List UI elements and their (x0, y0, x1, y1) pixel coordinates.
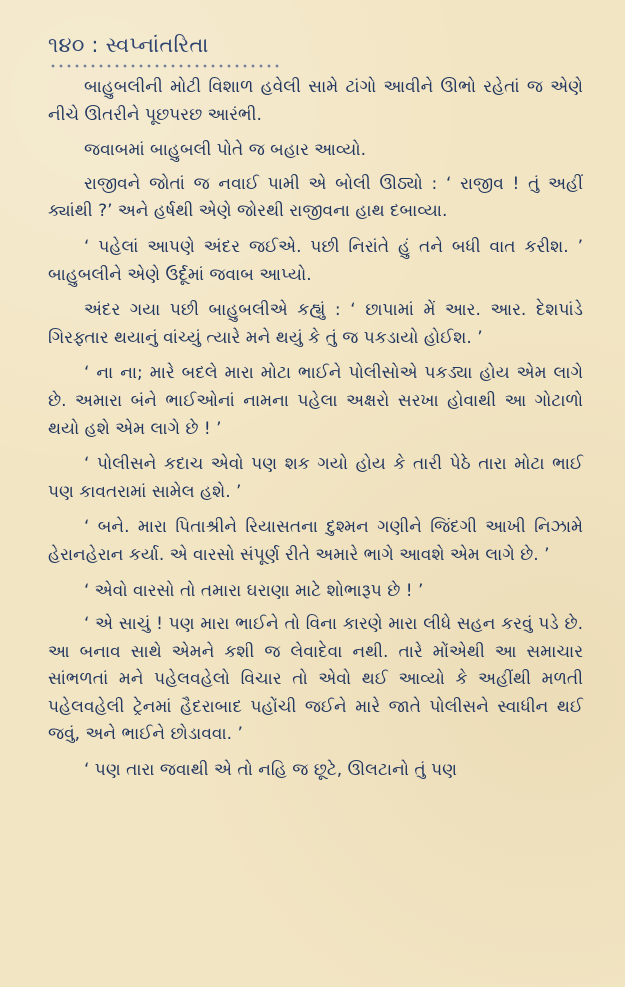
paragraph-8: ‘ બને. મારા પિતાશ્રીને રિયાસતના દુશ્મન ગણીને જિંદગી આખી નિઝામે હેરાનહેરાન કર્યા. એ વારસો સંપૂર્ણ રીતે અમારે ભાગે આવશે એમ લાગે છે. ’ (48, 517, 583, 565)
paragraph-7: ‘ પોલીસને કદાચ એવો પણ શક ગયો હોય કે તારી પેઠે તારા મોટા ભાઈ પણ કાવતરામાં સામેલ હશે. ’ (48, 454, 583, 502)
page-body (48, 74, 583, 785)
paragraph-9: ‘ એવો વારસો તો તમારા ઘરાણા માટે શોભારૂપ છે ! ’ (84, 580, 424, 601)
paragraph-2: જવાબમાં બાહુબલી પોતે જ બહાર આવ્યો. (84, 140, 366, 161)
page-header (48, 31, 308, 71)
paragraph-11: ‘ પણ તારા જવાથી એ તો નહિ જ છૂટે, ઊલટાનો તું પણ (84, 760, 457, 781)
decorative-wavy-rule (50, 63, 280, 68)
paragraph-4: ‘ પહેલાં આપણે અંદર જઈએ. પછી નિરાંતે હું તને બધી વાત કરીશ. ’ બાહુબલીને એણે ઉર્દૂમાં જવાબ આપ્યો. (48, 236, 583, 285)
paragraph-5: અંદર ગયા પછી બાહુબલીએ કહ્યું : ‘ છાપામાં મેં આર. આર. દેશપાંડે ગિરફ્તાર થયાનું વાંચ્યું ત્યારે મને થયું કે તું જ પકડાયો હોઈશ. ’ (48, 300, 583, 348)
paragraph-3: રાજીવને જોતાં જ નવાઈ પામી એ બોલી ઊઠ્યો : ‘ રાજીવ ! તું અહીં ક્યાંથી ?’ અને હર્ષથી એણે જોરથી રાજીવના હાથ દબાવ્યા. (48, 173, 583, 222)
paragraph-6: ‘ ના ના; મારે બદલે મારા મોટા ભાઈને પોલીસોએ પકડ્યા હોય એમ લાગે છે. અમારા બંને ભાઈઓનાં નામના પહેલા અક્ષરો સરખા હોવાથી આ ગોટાળો થયો હશે એમ લાગે છે ! ’ (48, 363, 583, 439)
paragraph-10: ‘ એ સાચું ! પણ મારા ભાઈને તો વિના કારણે મારા લીધે સહન કરવું પડે છે. આ બનાવ સાથે એમને કશી જ લેવાદેવા નથી. તારે મોંએથી આ સમાચાર સાંભળતાં મને પહેલવહેલો વિચાર તો એવો થઈ આવ્યો કે અહીંથી મળતી પહેલવહેલી ટ્રેનમાં હૈદરાબાદ પહોંચી જઈને મારે જાતે પોલીસને સ્વાધીન થઈ જવું, અને ભાઈને છોડાવવા. ’ (48, 614, 583, 745)
page-number-and-title: ૧૪૦ : સ્વપ્નાંતરિતા (48, 33, 209, 57)
paragraph-1: બાહુબલીની મોટી વિશાળ હવેલી સામે ટાંગો આવીને ઊભો રહેતાં જ એણે નીચે ઊતરીને પૂછપરછ આરંભી. (48, 77, 583, 125)
